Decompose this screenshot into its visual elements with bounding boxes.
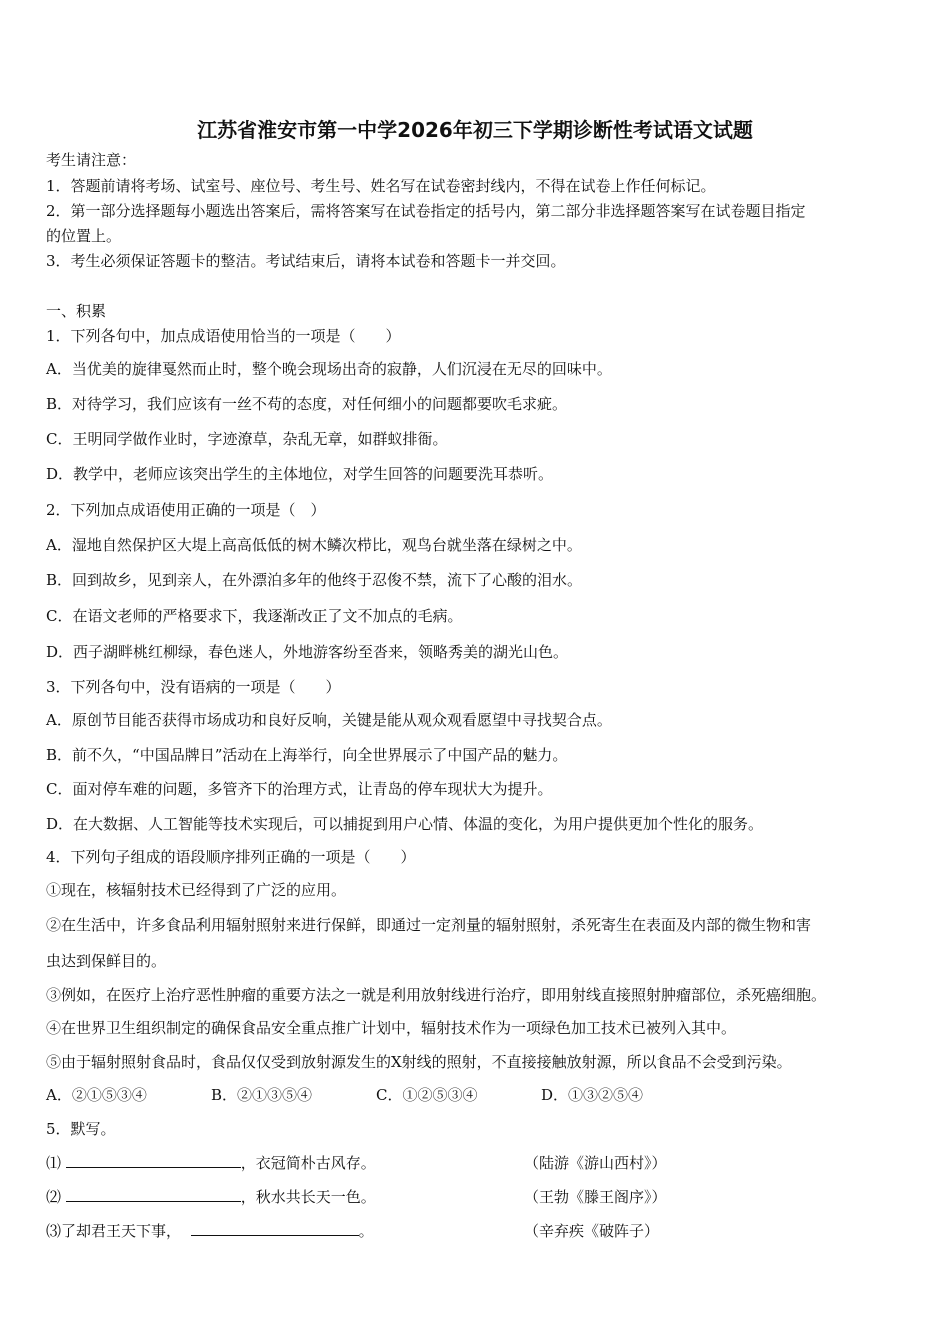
sentence: ②在生活中，许多食品利用辐射照射来进行保鲜，即通过一定剂量的辐射照射，杀死寄生在表面及内部的微生物和害 xyxy=(46,916,812,934)
answer-option: C．面对停车难的问题，多管齐下的治理方式，让青岛的停车现状大为提升。 xyxy=(46,780,553,798)
question-stem: 3．下列各句中，没有语病的一项是（ ） xyxy=(46,678,341,696)
answer-option: B．②①③⑤④ xyxy=(211,1086,313,1104)
answer-blank[interactable] xyxy=(66,1187,241,1202)
page-title: 江苏省淮安市第一中学2026年初三下学期诊断性考试语文试题 xyxy=(197,118,753,142)
question-stem: 2．下列加点成语使用正确的一项是（ ） xyxy=(46,501,326,519)
text-before: 了却君王天下事， xyxy=(61,1222,182,1240)
item-number: ⑶ xyxy=(46,1222,62,1240)
answer-option: D．西子湖畔桃红柳绿，春色迷人，外地游客纷至沓来，领略秀美的湖光山色。 xyxy=(46,643,569,661)
answer-option: A．湿地自然保护区大堤上高高低低的树木鳞次栉比，观鸟台就坐落在绿树之中。 xyxy=(46,536,582,554)
source-citation: （辛弃疾《破阵子） xyxy=(524,1222,660,1240)
answer-blank[interactable] xyxy=(66,1153,241,1168)
answer-options-row xyxy=(46,1085,706,1105)
answer-option: C．①②⑤③④ xyxy=(376,1086,478,1104)
answer-option: D．在大数据、人工智能等技术实现后，可以捕捉到用户心情、体温的变化，为用户提供更加个性化的服务。 xyxy=(46,815,764,833)
answer-option: A．原创节目能否获得市场成功和良好反响，关键是能从观众观看愿望中寻找契合点。 xyxy=(46,711,612,729)
section-heading: 一、积累 xyxy=(46,302,107,320)
source-citation: （王勃《滕王阁序》） xyxy=(524,1188,667,1206)
text-after: ，秋水共长天一色。 xyxy=(240,1188,376,1206)
answer-option: C．在语文老师的严格要求下，我逐渐改正了文不加点的毛病。 xyxy=(46,607,463,625)
answer-option: D．①③②⑤④ xyxy=(541,1086,644,1104)
notice-item: 3．考生必须保证答题卡的整洁。考试结束后，请将本试卷和答题卡一并交回。 xyxy=(46,252,566,270)
question-stem: 4．下列句子组成的语段顺序排列正确的一项是（ ） xyxy=(46,848,416,866)
answer-option: B．前不久，“中国品牌日”活动在上海举行，向全世界展示了中国产品的魅力。 xyxy=(46,746,568,764)
source-citation: （陆游《游山西村》） xyxy=(524,1154,667,1172)
question-stem: 1．下列各句中，加点成语使用恰当的一项是（ ） xyxy=(46,327,401,345)
sentence: ④在世界卫生组织制定的确保食品安全重点推广计划中，辐射技术作为一项绿色加工技术已被列入其中。 xyxy=(46,1019,737,1037)
answer-option: B．回到故乡，见到亲人，在外漂泊多年的他终于忍俊不禁，流下了心酸的泪水。 xyxy=(46,571,583,589)
dictation-item xyxy=(46,1153,667,1173)
notice-item: 2．第一部分选择题每小题选出答案后，需将答案写在试卷指定的括号内，第二部分非选择题答案写在试卷题目指定 xyxy=(46,202,806,220)
item-number: ⑵ xyxy=(46,1188,62,1206)
answer-option: D．教学中，老师应该突出学生的主体地位，对学生回答的问题要洗耳恭听。 xyxy=(46,465,554,483)
dictation-item xyxy=(46,1187,667,1207)
notice-item: 的位置上。 xyxy=(46,227,122,245)
notice-heading: 考生请注意： xyxy=(46,151,137,169)
answer-blank[interactable] xyxy=(191,1221,359,1236)
sentence: 虫达到保鲜目的。 xyxy=(46,952,167,970)
question-stem: 5．默写。 xyxy=(46,1120,116,1138)
answer-option: C．王明同学做作业时，字迹潦草，杂乱无章，如群蚁排衙。 xyxy=(46,430,448,448)
sentence: ③例如，在医疗上治疗恶性肿瘤的重要方法之一就是利用放射线进行治疗，即用射线直接照射肿瘤部位，杀死癌细胞。 xyxy=(46,986,827,1004)
sentence: ①现在，核辐射技术已经得到了广泛的应用。 xyxy=(46,881,347,899)
text-after: ，衣冠简朴古风存。 xyxy=(240,1154,376,1172)
answer-option: B．对待学习，我们应该有一丝不苟的态度，对任何细小的问题都要吹毛求疵。 xyxy=(46,395,568,413)
item-number: ⑴ xyxy=(46,1154,62,1172)
answer-option: A．当优美的旋律戛然而止时，整个晚会现场出奇的寂静，人们沉浸在无尽的回味中。 xyxy=(46,360,612,378)
text-after: 。 xyxy=(358,1222,374,1240)
notice-item: 1．答题前请将考场、试室号、座位号、考生号、姓名写在试卷密封线内，不得在试卷上作任何标记。 xyxy=(46,177,716,195)
sentence: ⑤由于辐射照射食品时，食品仅仅受到放射源发生的X射线的照射，不直接接触放射源，所以食品不会受到污染。 xyxy=(46,1053,792,1071)
dictation-item xyxy=(46,1221,660,1241)
answer-option: A．②①⑤③④ xyxy=(46,1086,147,1104)
